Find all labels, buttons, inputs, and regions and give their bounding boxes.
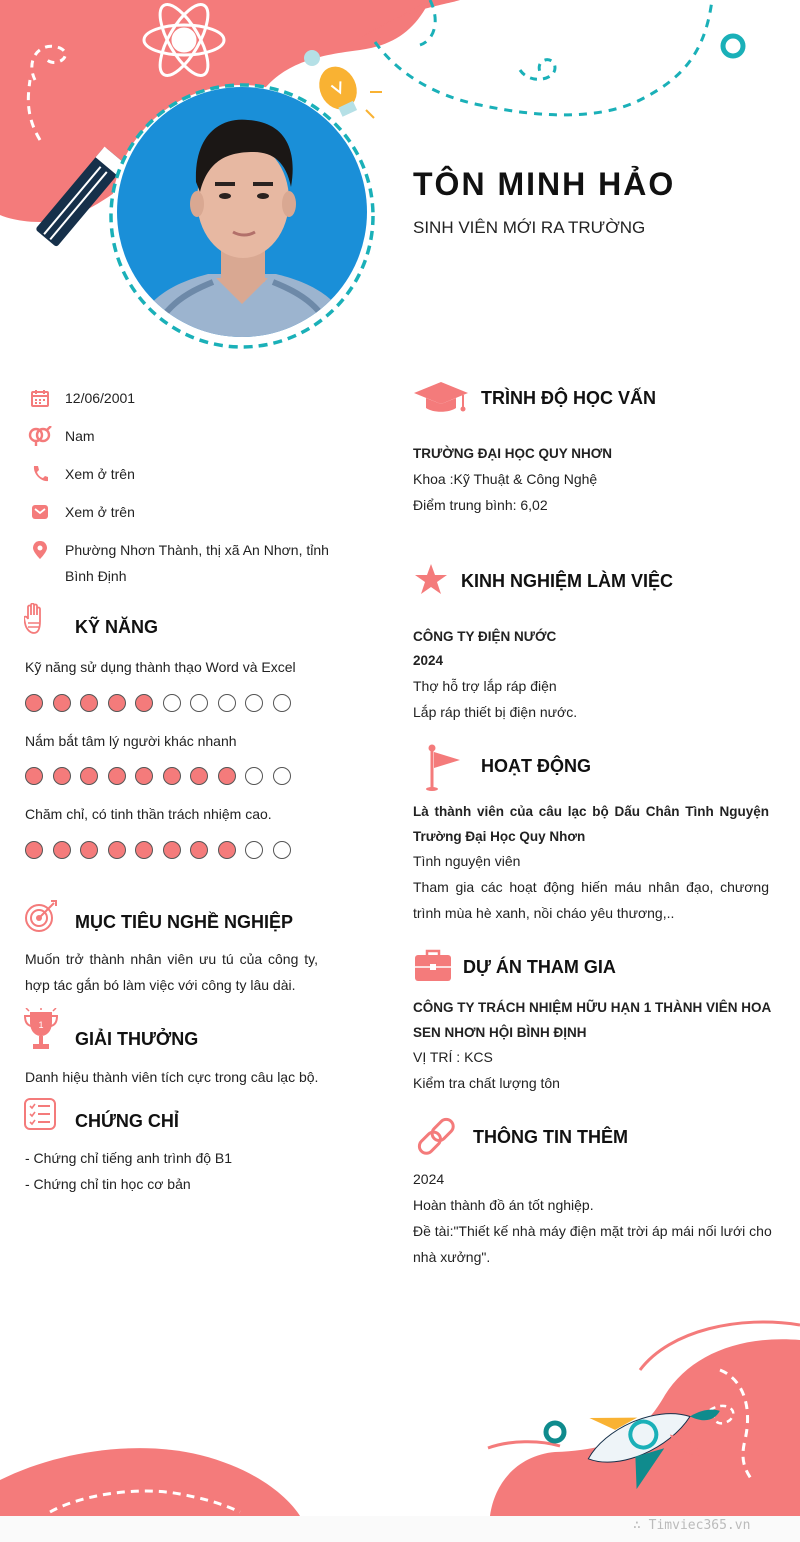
rating-dot-filled (25, 694, 43, 712)
experience-desc: Lắp ráp thiết bị điện nước. (413, 704, 578, 720)
star-icon (414, 563, 448, 602)
contact-email (25, 502, 335, 525)
checklist-icon (24, 1098, 56, 1135)
skill-2-rating (25, 767, 291, 785)
contact-birthday (25, 388, 335, 411)
skill-1-rating (25, 694, 291, 712)
skill-3-label: Chăm chỉ, có tinh thần trách nhiệm cao. (25, 806, 272, 822)
briefcase-icon (414, 949, 452, 988)
awards-title: GIẢI THƯỞNG (75, 1029, 199, 1049)
calendar-icon (25, 388, 55, 408)
contact-address (25, 540, 335, 589)
contact-gender (25, 426, 335, 449)
objective-text: Muốn trở thành nhân viên ưu tú của công ty, hợp tác gắn bó làm việc với công ty lâu dài. (25, 951, 318, 993)
rating-dot-empty (245, 767, 263, 785)
skills-title: KỸ NĂNG (75, 617, 159, 637)
projects-desc: Kiểm tra chất lượng tôn (413, 1075, 560, 1091)
experience-company: CÔNG TY ĐIỆN NƯỚC (413, 629, 557, 644)
education-faculty: Khoa :Kỹ Thuật & Công Nghệ (413, 471, 598, 487)
activities-title: HOẠT ĐỘNG (481, 756, 591, 776)
watermark: ∴ Timviec365.vn (633, 1518, 751, 1533)
projects-title: DỰ ÁN THAM GIA (463, 957, 616, 977)
certificates-title: CHỨNG CHỈ (75, 1111, 179, 1131)
rating-dot-filled (53, 694, 71, 712)
rating-dot-filled (218, 841, 236, 859)
target-icon (24, 899, 58, 938)
projects-role: VỊ TRÍ : KCS (413, 1049, 493, 1065)
skill-3-rating (25, 841, 291, 859)
rating-dot-empty (273, 841, 291, 859)
skill-2-label: Nắm bắt tâm lý người khác nhanh (25, 733, 237, 749)
activities-org: Là thành viên của câu lạc bộ Dấu Chân Tình Nguyện Trường Đại Học Quy Nhơn (413, 804, 769, 844)
awards-text: Danh hiệu thành viên tích cực trong câu lạc bộ. (25, 1069, 319, 1085)
rating-dot-filled (80, 694, 98, 712)
experience-role: Thợ hỗ trợ lắp ráp điện (413, 678, 557, 694)
rating-dot-filled (163, 767, 181, 785)
projects-company: CÔNG TY TRÁCH NHIỆM HỮU HẠN 1 THÀNH VIÊN HOA SEN NHƠN HỘI BÌNH ĐỊNH (413, 1000, 771, 1040)
rating-dot-empty (245, 841, 263, 859)
education-gpa: Điểm trung bình: 6,02 (413, 497, 548, 513)
rating-dot-filled (135, 694, 153, 712)
additional-line2: Đề tài:"Thiết kế nhà máy điện mặt trời áp mái nối lưới cho nhà xưởng". (413, 1223, 772, 1265)
rating-dot-empty (245, 694, 263, 712)
rating-dot-filled (108, 767, 126, 785)
rating-dot-empty (190, 694, 208, 712)
rating-dot-filled (80, 767, 98, 785)
skill-1-label: Kỹ năng sử dụng thành thạo Word và Excel (25, 659, 296, 675)
rating-dot-filled (135, 841, 153, 859)
candidate-name: TÔN MINH HẢO (413, 166, 676, 202)
rating-dot-filled (218, 767, 236, 785)
rating-dot-empty (218, 694, 236, 712)
rating-dot-filled (80, 841, 98, 859)
experience-title: KINH NGHIỆM LÀM VIỆC (461, 571, 674, 591)
rating-dot-filled (25, 767, 43, 785)
objective-title: MỤC TIÊU NGHỀ NGHIỆP (75, 912, 294, 932)
hand-icon (24, 603, 48, 642)
rating-dot-filled (108, 841, 126, 859)
additional-title: THÔNG TIN THÊM (473, 1127, 628, 1147)
gender-text: Nam (65, 428, 95, 444)
svg-text:1: 1 (38, 1020, 44, 1030)
location-pin-icon (25, 540, 55, 560)
job-position: SINH VIÊN MỚI RA TRƯỜNG (413, 218, 646, 237)
rating-dot-filled (190, 841, 208, 859)
phone-icon (25, 464, 55, 484)
email-text[interactable]: Xem ở trên (65, 504, 135, 520)
rating-dot-empty (273, 694, 291, 712)
rating-dot-filled (25, 841, 43, 859)
address-text: Phường Nhơn Thành, thị xã An Nhơn, tỉnh Bình Định (65, 542, 329, 584)
education-school: TRƯỜNG ĐẠI HỌC QUY NHƠN (413, 446, 612, 461)
rating-dot-filled (135, 767, 153, 785)
experience-year: 2024 (413, 653, 444, 668)
profile-photo (108, 82, 376, 350)
activities-desc: Tham gia các hoạt động hiến máu nhân đạo, chương trình mùa hè xanh, nồi cháo yêu thương,.. (413, 879, 769, 921)
rating-dot-empty (273, 767, 291, 785)
additional-year: 2024 (413, 1171, 445, 1187)
rating-dot-filled (163, 841, 181, 859)
link-icon (416, 1116, 458, 1163)
rating-dot-filled (53, 841, 71, 859)
gender-icon (25, 426, 55, 446)
birthday-text: 12/06/2001 (65, 390, 136, 406)
certificate-2: - Chứng chỉ tin học cơ bản (25, 1176, 191, 1192)
rating-dot-filled (108, 694, 126, 712)
contact-phone (25, 464, 335, 487)
phone-text[interactable]: Xem ở trên (65, 466, 135, 482)
certificate-1: - Chứng chỉ tiếng anh trình độ B1 (25, 1150, 233, 1166)
rating-dot-filled (190, 767, 208, 785)
flag-icon (422, 744, 462, 797)
additional-line1: Hoàn thành đồ án tốt nghiệp. (413, 1197, 594, 1213)
email-icon (25, 502, 55, 522)
trophy-icon (24, 1008, 58, 1057)
activities-role: Tình nguyện viên (413, 853, 521, 869)
rating-dot-filled (53, 767, 71, 785)
rating-dot-empty (163, 694, 181, 712)
education-title: TRÌNH ĐỘ HỌC VẤN (481, 388, 656, 408)
graduation-cap-icon (413, 380, 469, 419)
